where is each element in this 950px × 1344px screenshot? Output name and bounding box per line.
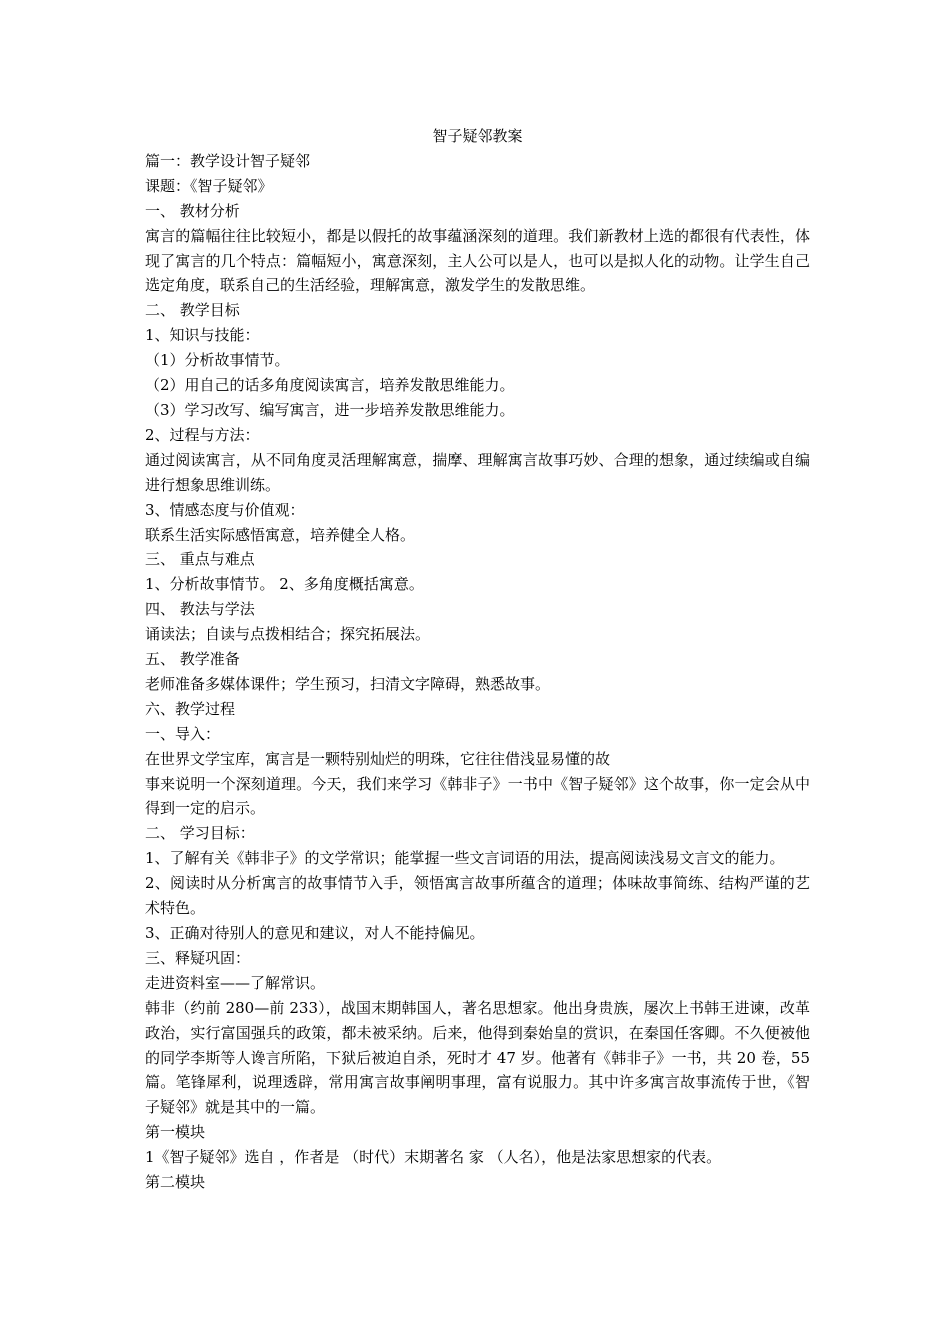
body-line: 走进资料室——了解常识。 <box>145 973 326 992</box>
body-line: 1、知识与技能： <box>145 326 260 345</box>
body-line: 联系生活实际感悟寓意，培养健全人格。 <box>145 525 416 544</box>
body-line: 三、释疑巩固： <box>145 948 251 967</box>
body-paragraph: 通过阅读寓言，从不同角度灵活理解寓意，揣摩、理解寓言故事巧妙、合理的想象，通过续编或自编进行想象思维训练。 <box>145 450 810 494</box>
body-line: 二、 教学目标 <box>145 301 240 320</box>
body-line: 课题：《智子疑邻》 <box>145 176 273 195</box>
body-paragraph: 1、了解有关《韩非子》的文学常识；能掌握一些文言词语的用法，提高阅读浅易文言文的能力。 <box>145 849 785 868</box>
body-line: 1《智子疑邻》选自 ，作者是 （时代）末期著名 家 （人名），他是法家思想家的代表。 <box>145 1148 722 1167</box>
body-line: 老师准备多媒体课件；学生预习，扫清文字障碍，熟悉故事。 <box>145 674 551 693</box>
body-line: （1）分析故事情节。 <box>145 351 290 370</box>
body-paragraph: 韩非（约前 280—前 233），战国末期韩国人，著名思想家。他出身贵族，屡次上书韩王进谏，改革政治，实行富国强兵的政策，都未被采纳。后来，他得到秦始皇的赏识，在秦国任客卿。不久便被他的同学李斯等人谗言所陷，下狱后被迫自杀，死时才 47 岁。他著有《韩非子》一书，共 20 卷，55 篇。笔锋犀利，说理透辟，常用寓言故事阐明事理，富有说服力。其中许多寓言故事流传于世，《智子疑邻》就是其中的一篇。 <box>145 998 810 1117</box>
body-line: 第二模块 <box>145 1173 206 1192</box>
body-line: 四、 教法与学法 <box>145 600 255 619</box>
body-line: 篇一：教学设计智子疑邻 <box>145 151 311 170</box>
body-line: 3、正确对待别人的意见和建议，对人不能持偏见。 <box>145 924 485 942</box>
body-line: （2）用自己的话多角度阅读寓言，培养发散思维能力。 <box>145 376 515 395</box>
body-line: 五、 教学准备 <box>145 650 240 669</box>
document-title: 智子疑邻教案 <box>432 127 523 145</box>
body-line: 三、 重点与难点 <box>145 550 255 569</box>
body-line: 在世界文学宝库，寓言是一颗特别灿烂的明珠，它往往借浅显易懂的故 <box>145 749 611 768</box>
body-line: 六、教学过程 <box>145 699 236 718</box>
body-line: 一、 教材分析 <box>145 201 240 220</box>
document-body <box>145 149 810 1195</box>
body-line: 二、 学习目标： <box>145 824 255 843</box>
body-line: 3、情感态度与价值观： <box>145 500 305 519</box>
document-page <box>145 124 810 1195</box>
body-paragraph: 寓言的篇幅往往比较短小，都是以假托的故事蕴涵深刻的道理。我们新教材上选的都很有代表性，体现了寓言的几个特点：篇幅短小，寓意深刻，主人公可以是人，也可以是拟人化的动物。让学生自己选定角度，联系自己的生活经验，理解寓意，激发学生的发散思维。 <box>145 226 810 295</box>
body-paragraph: 事来说明一个深刻道理。今天，我们来学习《韩非子》一书中《智子疑邻》这个故事，你一定会从中得到一定的启示。 <box>145 774 810 818</box>
body-paragraph: 2、阅读时从分析寓言的故事情节入手，领悟寓言故事所蕴含的道理；体味故事简练、结构严谨的艺术特色。 <box>145 874 810 918</box>
body-line: 第一模块 <box>145 1123 206 1142</box>
body-line: 2、过程与方法： <box>145 425 260 444</box>
body-line: 诵读法；自读与点拨相结合；探究拓展法。 <box>145 625 431 644</box>
body-line: 1、分析故事情节。 2、多角度概括寓意。 <box>145 575 424 594</box>
body-line: 一、导入： <box>145 724 221 743</box>
body-line: （3）学习改写、编写寓言，进一步培养发散思维能力。 <box>145 400 515 419</box>
